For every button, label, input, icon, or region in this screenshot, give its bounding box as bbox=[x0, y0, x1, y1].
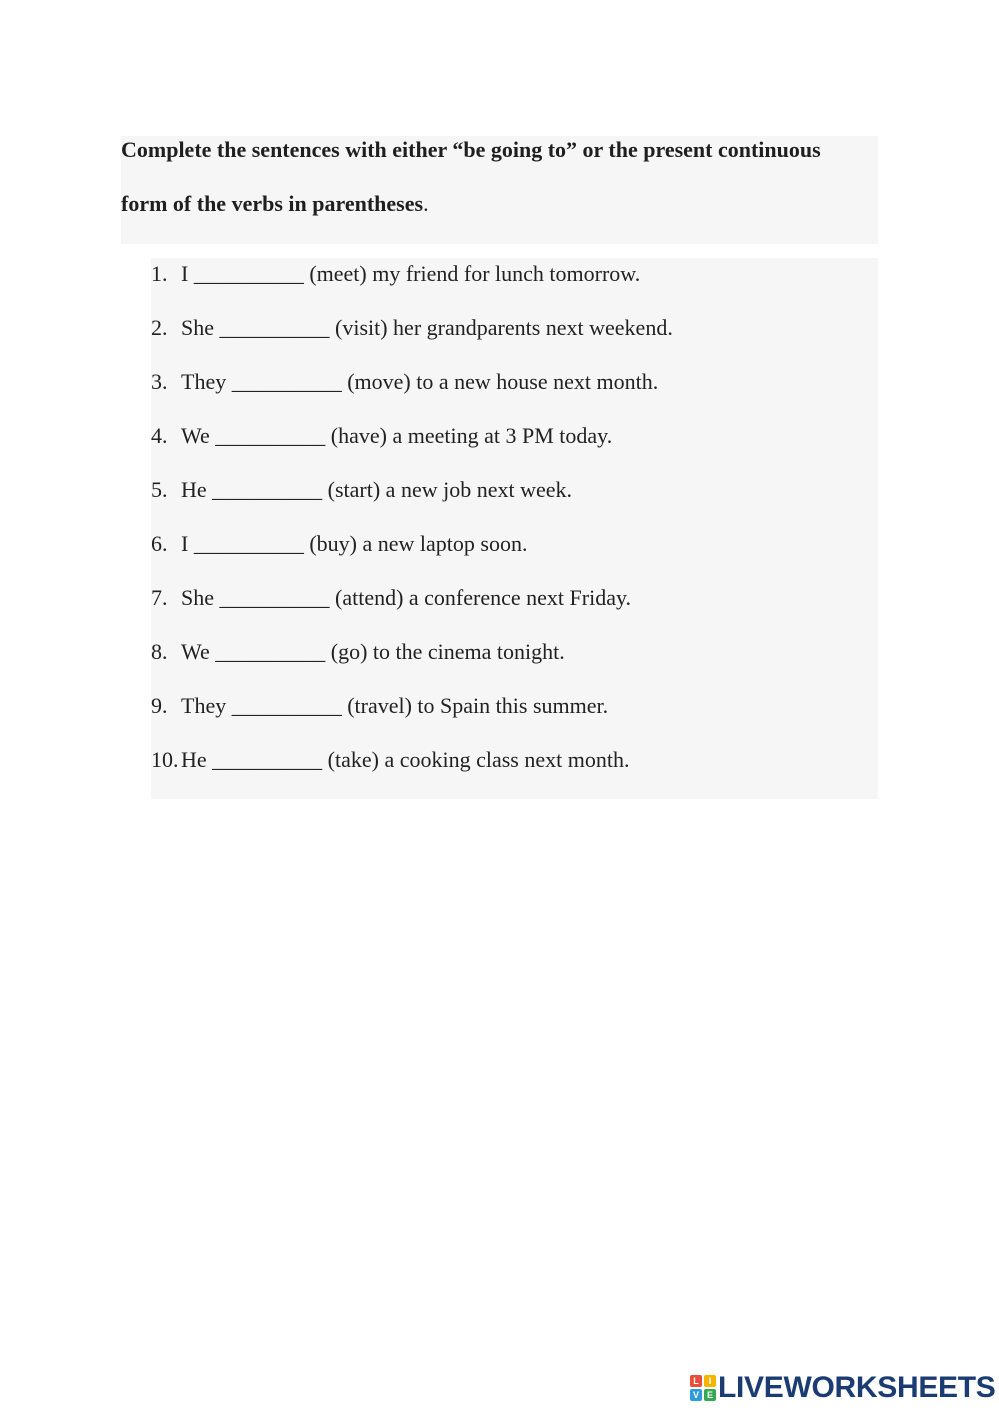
item-number: 2. bbox=[151, 315, 168, 340]
item-number: 6. bbox=[151, 531, 168, 556]
logo-text: LIVEWORKSHEETS bbox=[718, 1371, 996, 1404]
instructions-line-2 bbox=[121, 191, 429, 217]
item-sentence: She __________ (attend) a conference next Friday. bbox=[181, 585, 632, 610]
logo-cell: L bbox=[690, 1375, 702, 1387]
logo-cell: I bbox=[704, 1375, 716, 1387]
item-number: 7. bbox=[151, 585, 168, 610]
item-sentence: He __________ (start) a new job next week. bbox=[181, 477, 573, 502]
exercise-item bbox=[151, 746, 629, 774]
exercise-item bbox=[151, 476, 572, 504]
liveworksheets-logo-icon bbox=[690, 1375, 716, 1401]
item-sentence: I __________ (meet) my friend for lunch tomorrow. bbox=[181, 261, 641, 286]
exercise-item bbox=[151, 638, 565, 666]
item-sentence: She __________ (visit) her grandparents next weekend. bbox=[181, 315, 673, 340]
instructions-period: . bbox=[423, 191, 429, 216]
logo-cell: E bbox=[704, 1389, 716, 1401]
instructions-text-2: form of the verbs in parentheses bbox=[121, 191, 424, 216]
item-sentence: We __________ (go) to the cinema tonight. bbox=[181, 639, 565, 664]
instructions-line-1 bbox=[121, 137, 821, 163]
item-number: 5. bbox=[151, 477, 168, 502]
item-sentence: He __________ (take) a cooking class next month. bbox=[181, 747, 630, 772]
exercise-item bbox=[151, 422, 612, 450]
exercise-item bbox=[151, 260, 640, 288]
liveworksheets-logo bbox=[690, 1372, 996, 1404]
logo-cell: V bbox=[690, 1389, 702, 1401]
instructions-text-1: Complete the sentences with either “be going to” or the present continuous bbox=[121, 137, 821, 162]
exercise-item bbox=[151, 368, 658, 396]
exercise-item bbox=[151, 584, 631, 612]
item-sentence: They __________ (travel) to Spain this summer. bbox=[181, 693, 609, 718]
item-sentence: I __________ (buy) a new laptop soon. bbox=[181, 531, 528, 556]
instructions-box bbox=[121, 136, 878, 244]
item-number: 4. bbox=[151, 423, 168, 448]
exercise-item bbox=[151, 530, 527, 558]
item-number: 1. bbox=[151, 261, 168, 286]
item-number: 8. bbox=[151, 639, 168, 664]
item-number: 9. bbox=[151, 693, 168, 718]
item-sentence: They __________ (move) to a new house next month. bbox=[181, 369, 659, 394]
exercise-item bbox=[151, 692, 608, 720]
exercise-item bbox=[151, 314, 673, 342]
item-number: 3. bbox=[151, 369, 168, 394]
item-sentence: We __________ (have) a meeting at 3 PM today. bbox=[181, 423, 613, 448]
exercise-list bbox=[151, 258, 878, 799]
item-number: 10. bbox=[151, 747, 179, 772]
